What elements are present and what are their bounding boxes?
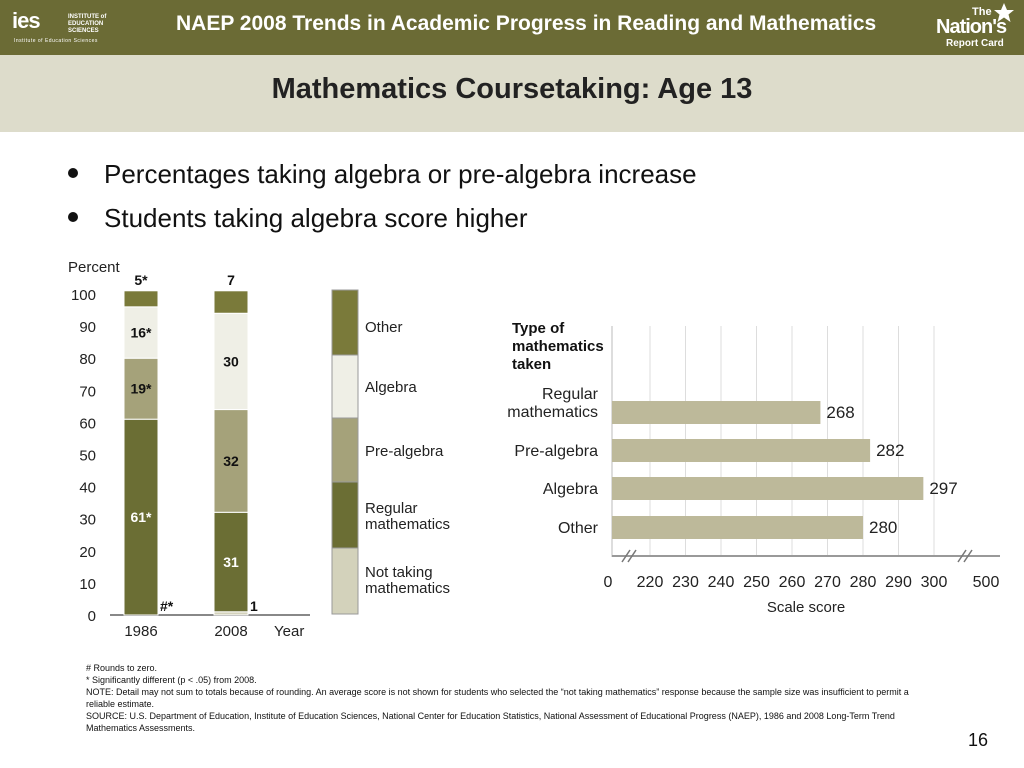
bar-segment [124, 291, 158, 307]
hbar [612, 477, 923, 500]
x-tick-label: 280 [849, 574, 877, 591]
legend-label: Algebra [365, 379, 417, 396]
x-tick-label: 220 [636, 574, 664, 591]
x-tick-label: 290 [885, 574, 912, 591]
data-label: #* [160, 598, 174, 614]
data-label: 268 [826, 403, 855, 422]
y-tick-label: 90 [79, 319, 96, 337]
ies-logo-line2: EDUCATION SCIENCES [68, 21, 104, 34]
data-label: 61* [130, 509, 152, 526]
data-label: 280 [869, 518, 898, 537]
nrc-logo-the: The [972, 6, 992, 18]
data-label: 30 [223, 353, 239, 370]
legend-title: mathematics [512, 338, 604, 355]
legend-label: mathematics [365, 516, 451, 533]
x-tick-label: 300 [920, 574, 948, 591]
data-label: 5* [134, 271, 148, 288]
data-label: 297 [929, 479, 958, 498]
x-tick-label: 270 [814, 574, 841, 591]
footnote-significance: * Significantly different (p < .05) from 2008. [86, 675, 257, 685]
y-tick-label: 60 [79, 415, 96, 433]
data-label: 1 [250, 598, 258, 614]
hbar [612, 439, 870, 462]
legend-title: Type of [512, 320, 565, 337]
nrc-logo-nations: Nation's [936, 16, 1007, 38]
bullet-text: Students taking algebra score higher [104, 203, 528, 233]
footnote-rounds: # Rounds to zero. [86, 663, 158, 673]
legend-swatch [332, 548, 358, 614]
data-label: 31 [223, 554, 239, 571]
hbar [612, 401, 820, 424]
x-tick-label: 260 [778, 574, 806, 591]
legend-label: Other [365, 319, 403, 336]
category-label: Regular [541, 386, 598, 403]
y-tick-label: 20 [79, 543, 96, 561]
footnotes [86, 662, 916, 734]
data-label: 282 [876, 441, 905, 460]
y-tick-label: 10 [79, 575, 96, 593]
footnote-source: SOURCE: U.S. Department of Education, Institute of Education Sciences, National Center for Education Statistics, National Assessment of Educational Progress (NAEP), 1986 and 2008 Long-Term Trend Mathematics Assessments. [86, 711, 895, 733]
x-tick-label: 1986 [124, 623, 158, 640]
bullet-text: Percentages taking algebra or pre-algebra increase [104, 159, 697, 189]
data-label: 16* [130, 324, 152, 341]
x-axis-label: Scale score [766, 599, 846, 616]
legend-label: Not taking [365, 564, 433, 581]
y-tick-label: 40 [79, 479, 96, 497]
data-label: 7 [227, 271, 235, 288]
legend-swatch [332, 418, 358, 482]
x-tick-label: 240 [707, 574, 735, 591]
y-tick-label: 0 [87, 608, 96, 625]
x-tick-label: 2008 [214, 623, 248, 640]
category-label: Pre-algebra [514, 443, 598, 460]
legend-label: mathematics [365, 580, 451, 597]
ies-logo-tagline: Institute of Education Sciences [14, 38, 98, 44]
category-label: mathematics [507, 404, 598, 421]
y-tick-label: 80 [79, 351, 96, 369]
y-tick-label: 30 [79, 511, 96, 529]
y-tick-label: 50 [79, 447, 96, 465]
y-tick-label: 100 [70, 287, 96, 304]
x-tick-label: 230 [672, 574, 699, 591]
legend-title: taken [512, 356, 552, 373]
data-label: 19* [130, 380, 152, 397]
legend-swatch [332, 290, 358, 355]
y-tick-label: 70 [79, 383, 96, 401]
page-number: 16 [968, 730, 989, 750]
nrc-logo-report-card: Report Card [946, 38, 1004, 49]
x-tick-label: 500 [972, 574, 1000, 591]
ies-logo-mark: ies [12, 8, 40, 33]
y-axis-label: Percent [68, 259, 120, 276]
x-axis-label: Year [274, 623, 305, 640]
slide-title: Mathematics Coursetaking: Age 13 [271, 73, 753, 105]
legend-label: Pre-algebra [365, 443, 444, 460]
hbar [612, 516, 863, 539]
legend-swatch [332, 355, 358, 418]
x-tick-label: 0 [603, 574, 613, 591]
footnote-note: NOTE: Detail may not sum to totals because of rounding. An average score is not shown for students who selected the “not taking mathematics” response because the sample size was insufficient to permit a reliable estimate. [86, 687, 909, 709]
category-label: Other [557, 520, 598, 537]
legend-label: Regular [365, 500, 418, 517]
bar-segment [214, 291, 248, 313]
x-tick-label: 250 [743, 574, 770, 591]
header-title: NAEP 2008 Trends in Academic Progress in Reading and Mathematics [176, 12, 877, 35]
category-label: Algebra [542, 481, 598, 498]
legend-swatch [332, 482, 358, 548]
ies-logo-line1: INSTITUTE of [68, 14, 107, 20]
data-label: 32 [223, 452, 239, 469]
